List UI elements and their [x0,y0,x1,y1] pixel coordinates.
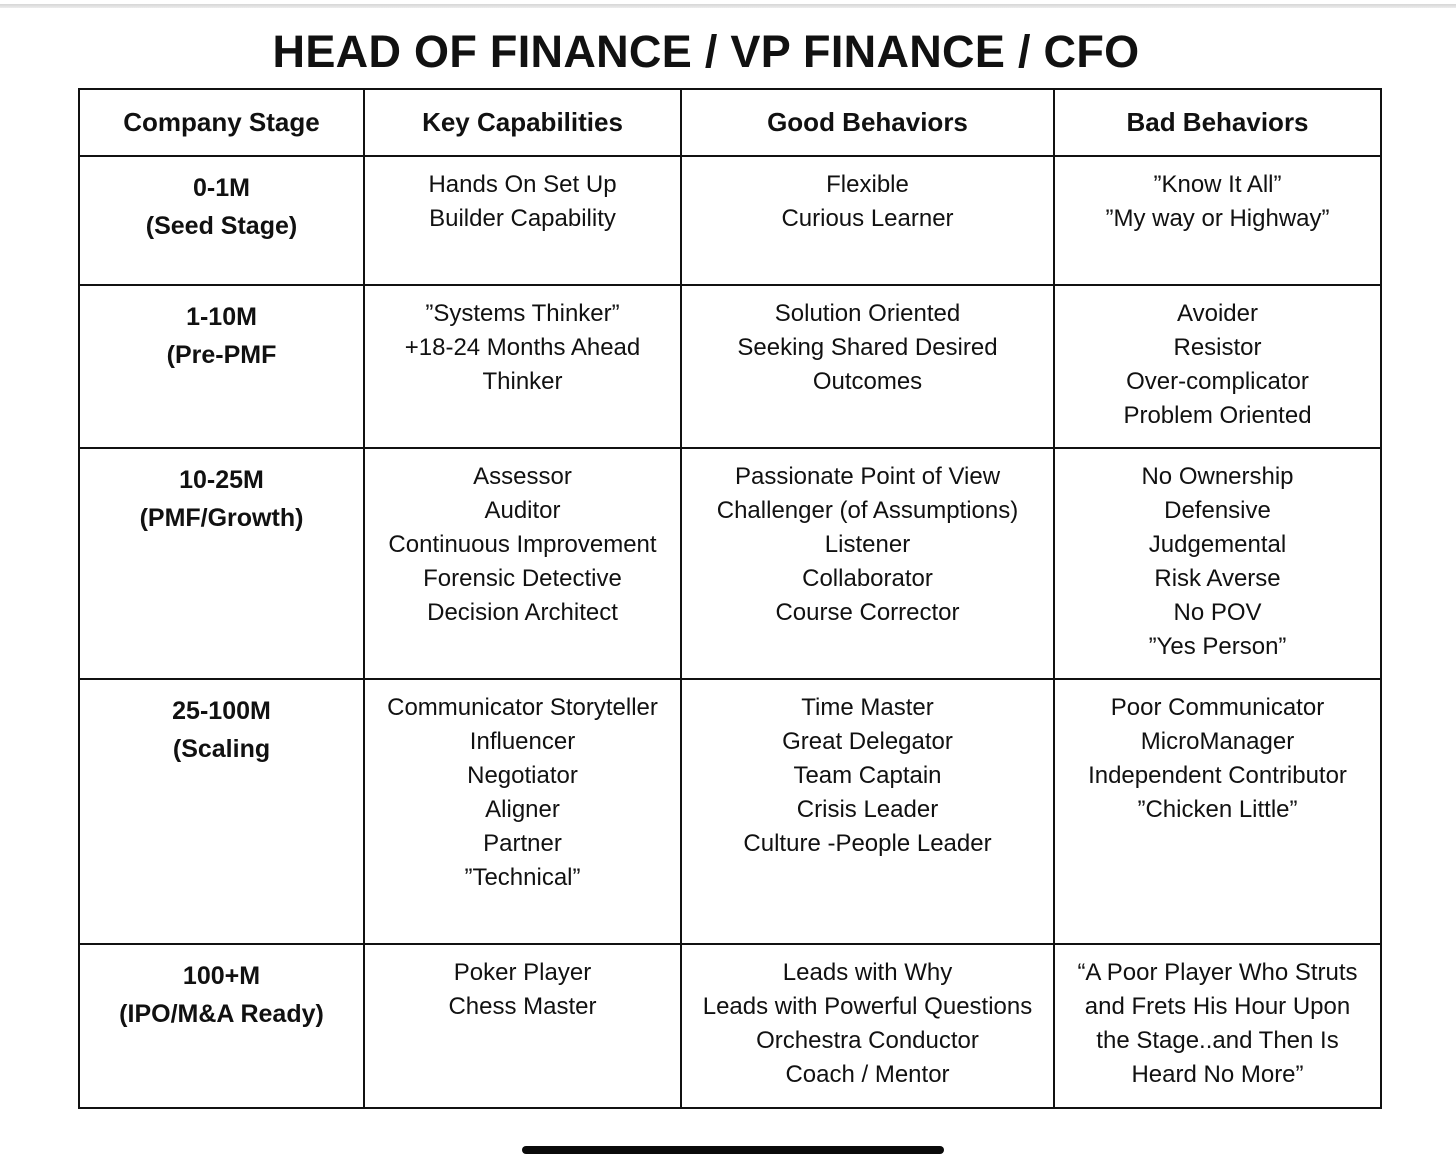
capability-item: Aligner [485,796,560,823]
header-key-capabilities: Key Capabilities [364,89,681,156]
bad-behaviors-cell [1054,679,1381,944]
bad-behavior-item: Resistor [1173,334,1262,361]
good-behavior-item: Flexible [826,171,909,198]
capability-item: Builder Capability [429,205,616,232]
bad-behavior-item: Risk Averse [1154,565,1281,592]
bad-behavior-item: MicroManager [1140,728,1295,755]
stage-label: (PMF/Growth) [139,504,304,532]
good-behavior-item: Listener [824,531,911,558]
page-title: HEAD OF FINANCE / VP FINANCE / CFO [272,26,1140,77]
header-bad-behaviors: Bad Behaviors [1054,89,1381,156]
header-row [79,89,1381,156]
table-row [79,944,1381,1108]
bad-behavior-item: Defensive [1164,497,1271,524]
header-good-behaviors: Good Behaviors [681,89,1054,156]
bad-behaviors-cell [1054,156,1381,285]
good-behavior-item: Passionate Point of View [734,463,1001,490]
table-row [79,156,1381,285]
capabilities-cell [364,448,681,679]
stage-label: (Scaling [172,735,271,763]
capability-item: Assessor [473,463,572,490]
good-behavior-item: Coach / Mentor [785,1061,950,1088]
good-behavior-item: Culture -People Leader [743,830,992,857]
bad-behavior-item: the Stage..and Then Is [1096,1027,1339,1054]
capability-item: Negotiator [467,762,578,789]
top-divider [0,4,1456,8]
good-behaviors-cell [681,156,1054,285]
stage-label: (Pre-PMF [166,341,277,369]
bad-behavior-item: Judgemental [1148,531,1287,558]
capabilities-cell [364,285,681,448]
stage-revenue: 100+M [182,962,261,990]
table-row [79,448,1381,679]
good-behavior-item: Solution Oriented [774,300,961,327]
good-behavior-item: Leads with Powerful Questions [702,993,1033,1020]
bad-behaviors-cell [1054,285,1381,448]
capability-item: Hands On Set Up [428,171,617,198]
table-row [79,285,1381,448]
good-behaviors-cell [681,679,1054,944]
stage-cell [79,679,364,944]
bad-behavior-item: “A Poor Player Who Struts [1077,959,1358,986]
good-behaviors-cell [681,285,1054,448]
stage-revenue: 10-25M [179,466,264,494]
capability-item: Thinker [482,368,563,395]
bad-behavior-item: ”Chicken Little” [1137,796,1298,823]
capability-item: Decision Architect [427,599,618,626]
good-behaviors-cell [681,448,1054,679]
bad-behavior-item: Over-complicator [1126,368,1309,395]
bad-behavior-item: ”Know It All” [1153,171,1282,198]
capabilities-cell [364,944,681,1108]
bad-behavior-item: Heard No More” [1131,1061,1304,1088]
stage-cell [79,448,364,679]
capability-item: +18-24 Months Ahead [404,334,641,361]
bad-behavior-item: No POV [1173,599,1262,626]
bad-behavior-item: ”My way or Highway” [1105,205,1330,232]
good-behaviors-cell [681,944,1054,1108]
bad-behavior-item: No Ownership [1141,463,1294,490]
capabilities-cell [364,679,681,944]
bad-behaviors-cell [1054,448,1381,679]
bad-behaviors-cell [1054,944,1381,1108]
good-behavior-item: Great Delegator [782,728,953,755]
capability-item: Poker Player [453,959,592,986]
good-behavior-item: Curious Learner [781,205,954,232]
stage-revenue: 1-10M [186,303,257,331]
good-behavior-item: Course Corrector [775,599,960,626]
good-behavior-item: Leads with Why [782,959,953,986]
bad-behavior-item: and Frets His Hour Upon [1084,993,1351,1020]
capability-item: ”Technical” [464,864,581,891]
stage-cell [79,944,364,1108]
table-row [79,679,1381,944]
bad-behavior-item: Problem Oriented [1123,402,1312,429]
home-indicator[interactable] [522,1146,944,1154]
stage-cell [79,285,364,448]
good-behavior-item: Team Captain [793,762,942,789]
capability-item: ”Systems Thinker” [425,300,620,327]
capabilities-cell [364,156,681,285]
bad-behavior-item: Avoider [1177,300,1258,327]
bad-behavior-item: ”Yes Person” [1148,633,1287,660]
good-behavior-item: Orchestra Conductor [756,1027,979,1054]
capability-item: Auditor [484,497,561,524]
capability-item: Continuous Improvement [388,531,657,558]
good-behavior-item: Seeking Shared Desired [737,334,998,361]
good-behavior-item: Challenger (of Assumptions) [716,497,1019,524]
bad-behavior-item: Poor Communicator [1110,694,1325,721]
finance-roles-table [78,88,1382,1109]
capability-item: Partner [483,830,562,857]
stage-cell [79,156,364,285]
capability-item: Communicator Storyteller [387,694,658,721]
stage-revenue: 0-1M [193,174,250,202]
good-behavior-item: Crisis Leader [796,796,939,823]
good-behavior-item: Collaborator [802,565,933,592]
capability-item: Forensic Detective [423,565,622,592]
capability-item: Chess Master [448,993,597,1020]
stage-revenue: 25-100M [172,697,271,725]
good-behavior-item: Outcomes [812,368,923,395]
stage-label: (Seed Stage) [145,212,298,240]
header-company-stage: Company Stage [79,89,364,156]
capability-item: Influencer [469,728,576,755]
bad-behavior-item: Independent Contributor [1088,762,1347,789]
stage-label: (IPO/M&A Ready) [119,1000,324,1028]
good-behavior-item: Time Master [801,694,934,721]
